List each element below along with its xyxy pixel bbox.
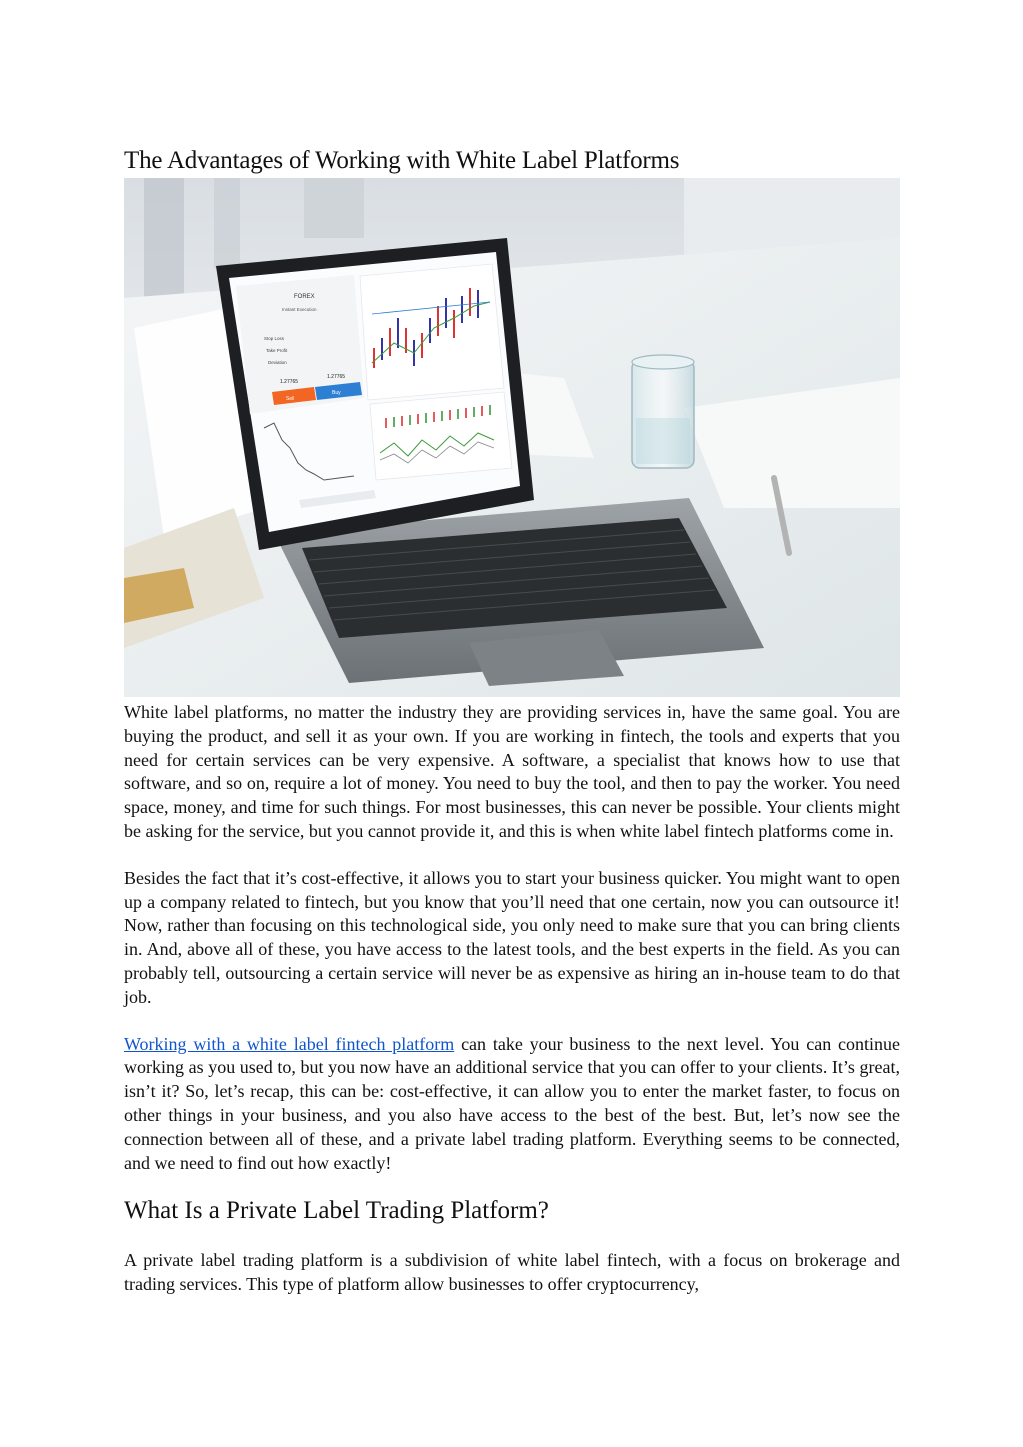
- section-heading: What Is a Private Label Trading Platform?: [124, 1197, 549, 1225]
- field-deviation: Deviation: [268, 360, 287, 365]
- screen-subheader: Instant Execution: [282, 307, 317, 312]
- white-label-fintech-link[interactable]: Working with a white label fintech platform: [124, 1033, 455, 1054]
- buy-button-label: Buy: [332, 390, 341, 396]
- field-stop-loss: Stop Loss: [264, 336, 285, 341]
- article-title: The Advantages of Working with White Label Platforms: [124, 147, 680, 174]
- hero-photo-laptop-trading: [124, 178, 900, 697]
- paragraph-4: A private label trading platform is a subdivision of white label fintech, with a focus on brokerage and trading services. This type of platform allow businesses to offer cryptocurrency,: [124, 1250, 900, 1295]
- buy-price: 1.27765: [327, 374, 346, 380]
- field-take-profit: Take Profit: [266, 348, 288, 353]
- sell-price: 1.27765: [280, 379, 299, 385]
- sell-button-label: Sell: [286, 396, 295, 402]
- screen-header: FOREX: [294, 294, 315, 300]
- document-page: [124, 145, 900, 1297]
- paragraph-2: Besides the fact that it’s cost-effective, it allows you to start your business quicker. You might want to open up a company related to fintech, but you know that you’ll need that one certain, now you can outsource it! Now, rather than focusing on this technological side, you only need to make sure that you can bring clients in. And, above all of these, you have access to the latest tools, and the best experts in the field. As you can probably tell, outsourcing a certain service will never be as expensive as hiring an in-house team to do that job.: [124, 867, 900, 1007]
- paragraph-3: [124, 1033, 900, 1176]
- paragraph-3-text: can take your business to the next level. You can continue working as you used to, but you now have an additional service that you can offer to your clients. It’s great, isn’t it? So, let’s recap, this can be: cost-effective, it can allow you to enter the market faster, to focus on other things in your business, and you also have access to the best of the best. But, let’s now see the connection between all of these, and a private label trading platform. Everything seems to be connected, and we need to find out how exactly!: [124, 1033, 900, 1173]
- paragraph-1: White label platforms, no matter the industry they are providing services in, have the same goal. You are buying the product, and sell it as your own. If you are working in fintech, the tools and experts that you need for certain services can be very expensive. A software, a specialist that knows how to use that software, and so on, require a lot of money. You need to buy the tool, and then to pay the worker. You need space, money, and time for such things. For most businesses, this can never be possible. Your clients might be asking for the service, but you cannot provide it, and this is when white label fintech platforms come in.: [124, 702, 900, 841]
